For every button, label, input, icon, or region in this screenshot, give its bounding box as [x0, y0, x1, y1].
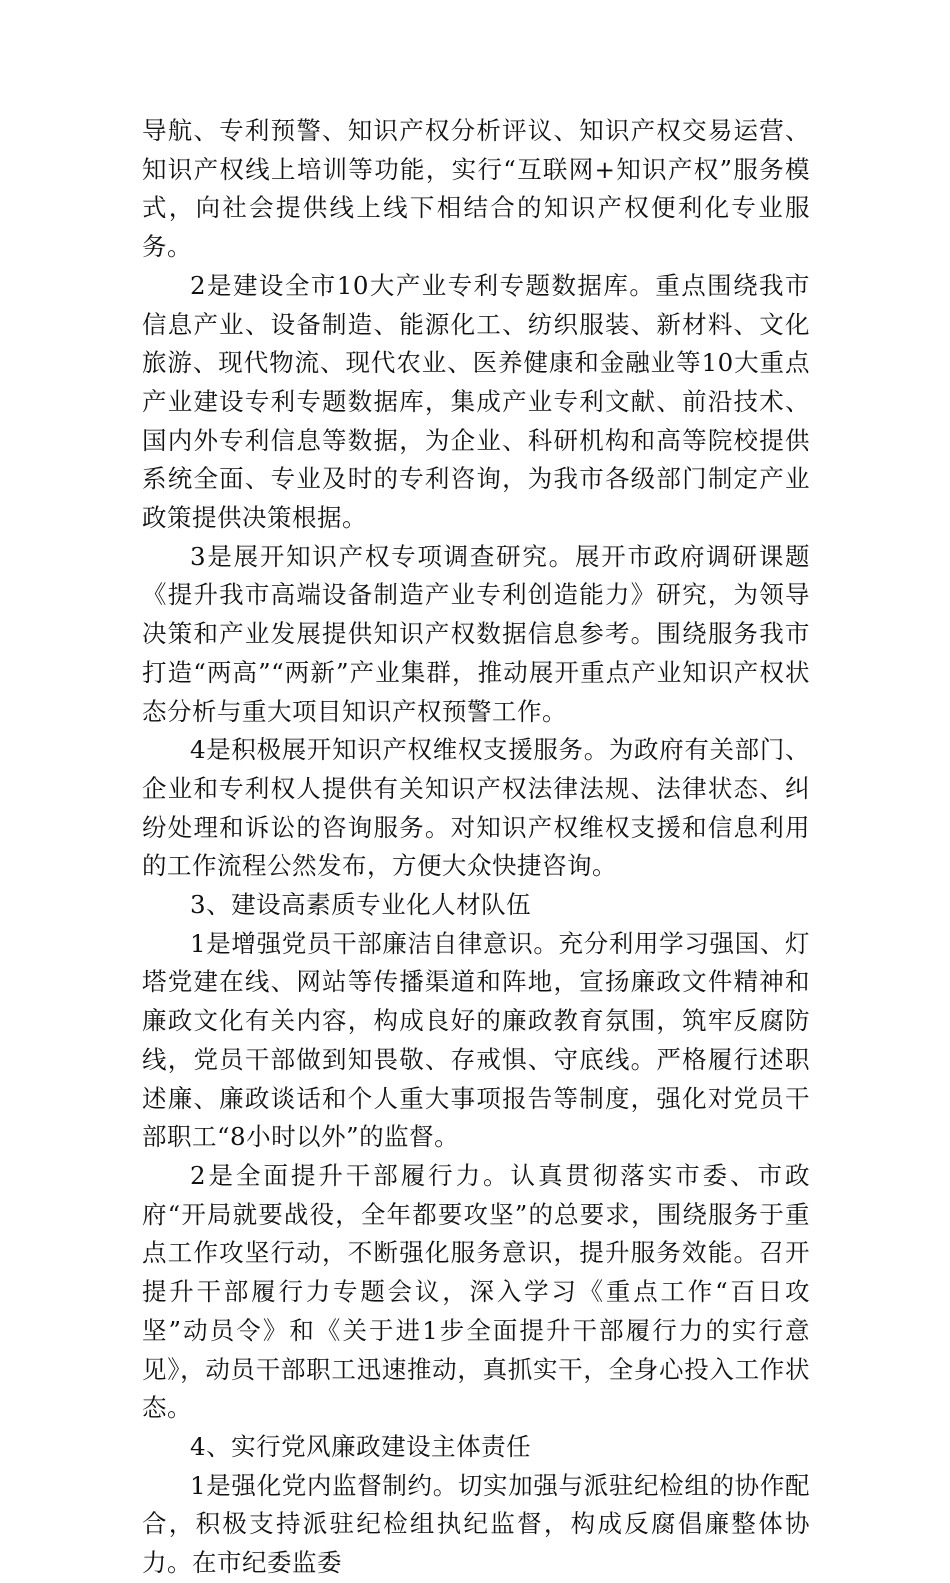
paragraph-ip-research: 3是展开知识产权专项调查研究。展开市政府调研课题《提升我市高端设备制造产业专利创造能力》研究，为领导决策和产业发展提供知识产权数据信息参考。围绕服务我市打造“两高”“两新”产业集群，推动展开重点产业知识产权状态分析与重大项目知识产权预警工作。 — [142, 541, 810, 726]
paragraph-services-continued: 导航、专利预警、知识产权分析评议、知识产权交易运营、知识产权线上培训等功能，实行“互联网+知识产权”服务模式，向社会提供线上线下相结合的知识产权便利化专业服务。 — [142, 116, 810, 262]
paragraph-patent-database: 2是建设全市10大产业专利专题数据库。重点围绕我市信息产业、设备制造、能源化工、纺织服装、新材料、文化旅游、现代物流、现代农业、医养健康和金融业等10大重点产业建设专利专题数据库，集成产业专利文献、前沿技术、国内外专利信息等数据，为企业、科研机构和高等院校提供系统全面、专业及时的专利咨询，为我市各级部门制定产业政策提供决策根据。 — [142, 270, 810, 533]
paragraph-cadre-execution: 2是全面提升干部履行力。认真贯彻落实市委、市政府“开局就要战役，全年都要攻坚”的总要求，围绕服务于重点工作攻坚行动，不断强化服务意识，提升服务效能。召开提升干部履行力专题会议，深入学习《重点工作“百日攻坚”动员令》和《关于进1步全面提升干部履行力的实行意见》，动员干部职工迅速推动，真抓实干，全身心投入工作状态。 — [142, 1160, 810, 1423]
paragraph-integrity-awareness: 1是增强党员干部廉洁自律意识。充分利用学习强国、灯塔党建在线、网站等传播渠道和阵地，宣扬廉政文件精神和廉政文化有关内容，构成良好的廉政教育氛围，筑牢反腐防线，党员干部做到知畏敬、存戒惧、守底线。严格履行述职述廉、廉政谈话和个人重大事项报告等制度，强化对党员干部职工“8小时以外”的监督。 — [142, 928, 810, 1152]
section-heading-party-responsibility: 4、实行党风廉政建设主体责任 — [190, 1431, 532, 1461]
section-heading-talent-team: 3、建设高素质专业化人材队伍 — [190, 890, 532, 920]
document-body — [142, 112, 810, 1583]
paragraph-party-supervision: 1是强化党内监督制约。切实加强与派驻纪检组的协作配合，积极支持派驻纪检组执纪监督，构成反腐倡廉整体协力。在市纪委监委 — [142, 1470, 810, 1578]
paragraph-ip-rights-support: 4是积极展开知识产权维权支援服务。为政府有关部门、企业和专利权人提供有关知识产权法律法规、法律状态、纠纷处理和诉讼的咨询服务。对知识产权维权支援和信息利用的工作流程公然发布，方便大众快捷咨询。 — [142, 735, 810, 881]
